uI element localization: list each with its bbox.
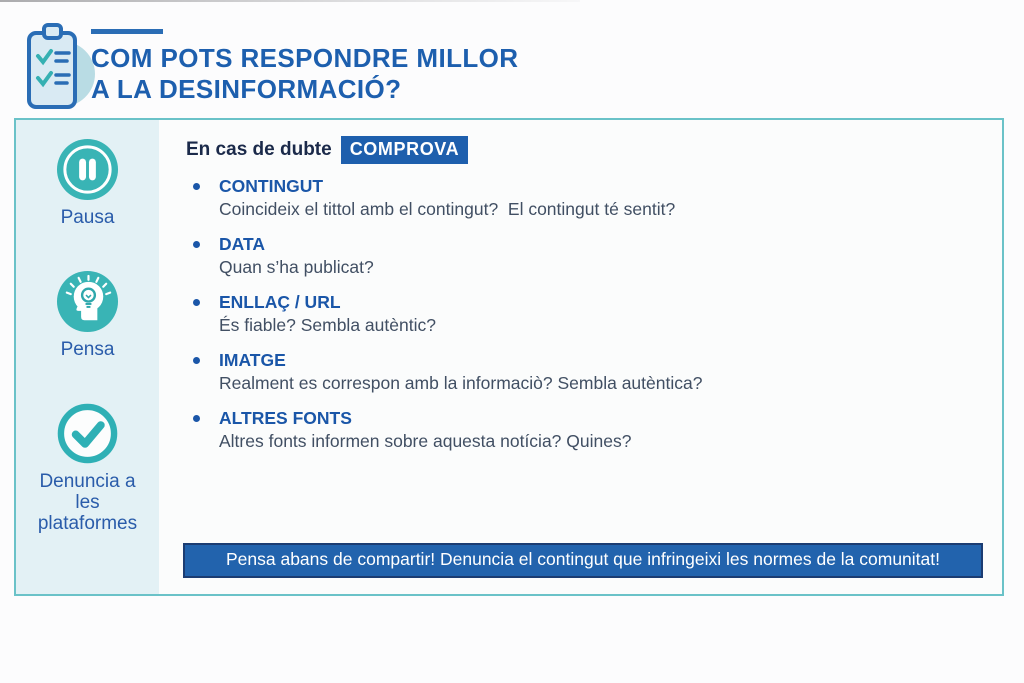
checklist-item-body [219, 292, 436, 336]
bullet-dot [193, 241, 200, 248]
page-title-line2: A LA DESINFORMACIÓ? [91, 74, 402, 104]
checklist-question: Quan s’ha publicat? [219, 257, 374, 277]
clipboard-checklist-icon [16, 20, 96, 112]
bullet-dot [193, 357, 200, 364]
step-label-denuncia: Denuncia a les plataformes [37, 471, 138, 534]
bullet-dot [193, 183, 200, 190]
checklist-item [186, 350, 1002, 394]
scan-artifact [0, 0, 580, 2]
checklist-item-body [219, 350, 702, 394]
checklist-item [186, 292, 1002, 336]
checklist-question: Altres fonts informen sobre aquesta notícia? Quines? [219, 431, 632, 451]
bullet-dot [193, 415, 200, 422]
step-label-pausa: Pausa [60, 207, 115, 228]
content-area [159, 120, 1002, 594]
checklist [186, 176, 1002, 452]
checklist-question: Coincideix el tittol amb el contingut? El contingut té sentit? [219, 199, 676, 219]
checklist-term: DATA [219, 234, 266, 254]
bottom-banner: Pensa abans de compartir! Denuncia el contingut que infringeixi les normes de la comunitat! [183, 543, 983, 578]
checklist-term: ALTRES FONTS [219, 408, 352, 428]
checklist-term: IMATGE [219, 350, 286, 370]
checklist-item [186, 176, 1002, 220]
checklist-item-body [219, 176, 675, 220]
sidebar-step-pensa [16, 270, 159, 360]
title-accent-line [91, 29, 163, 34]
checklist-term: ENLLAÇ / URL [219, 292, 341, 312]
main-panel [14, 118, 1004, 596]
intro-text: En cas de dubte [186, 139, 332, 160]
checklist-question: Realment es correspon amb la informaciò? Sembla autèntica? [219, 373, 703, 393]
checklist-item [186, 408, 1002, 452]
page-title [91, 43, 518, 105]
page-title-line1: COM POTS RESPONDRE MILLOR [91, 43, 519, 73]
header [91, 29, 518, 105]
sidebar-step-pausa [16, 138, 159, 228]
checklist-item-body [219, 408, 631, 452]
checklist-item-body [219, 234, 374, 278]
intro-row [186, 136, 1002, 164]
checklist-question: És fiable? Sembla autèntic? [219, 315, 436, 335]
sidebar [16, 120, 159, 594]
sidebar-step-denuncia [16, 402, 159, 534]
checklist-term: CONTINGUT [219, 176, 324, 196]
check-icon [56, 402, 119, 465]
checklist-item [186, 234, 1002, 278]
think-lightbulb-icon [56, 270, 119, 333]
pause-icon [56, 138, 119, 201]
bullet-dot [193, 299, 200, 306]
step-label-pensa: Pensa [60, 339, 115, 360]
intro-highlight-comprova: COMPROVA [341, 136, 468, 164]
